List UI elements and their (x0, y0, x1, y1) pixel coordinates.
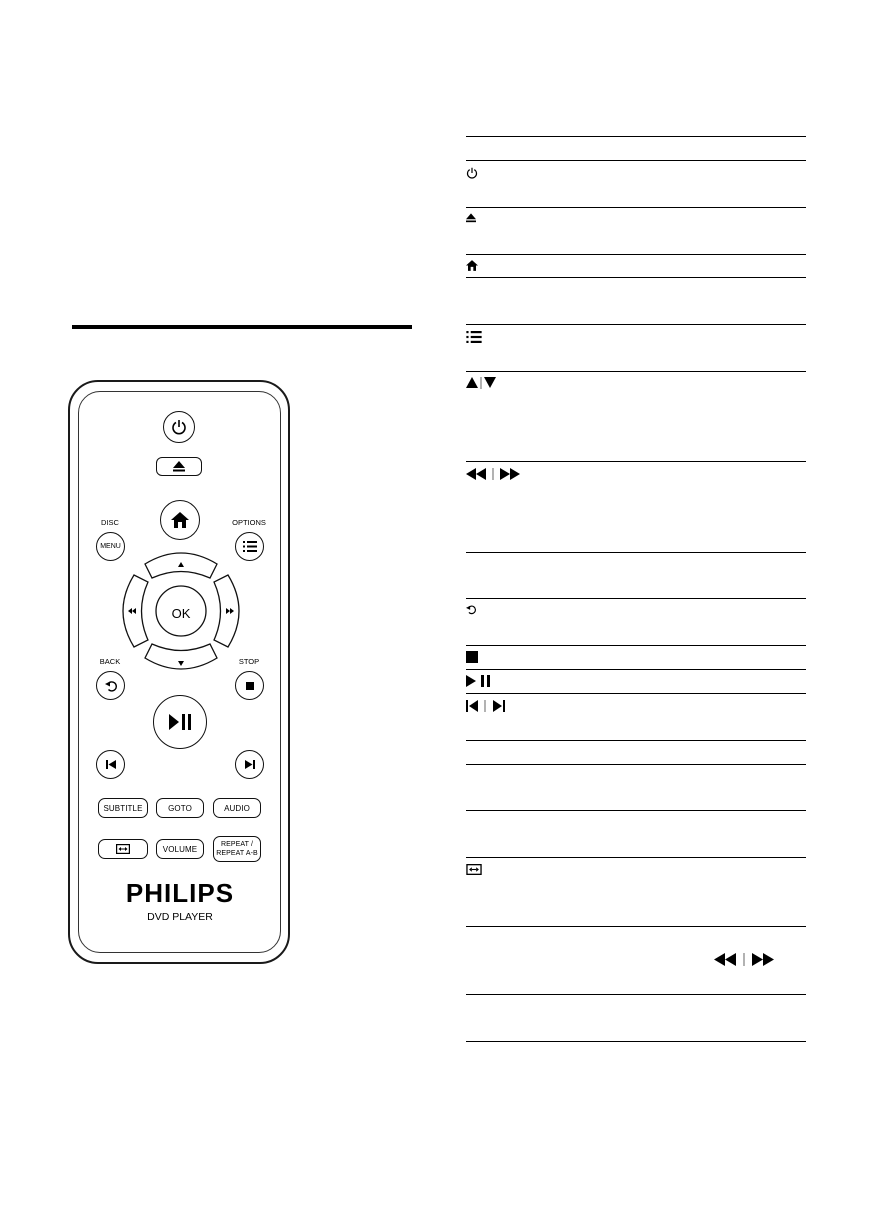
eject-icon (466, 213, 476, 223)
stop-icon (246, 682, 254, 690)
up-down-icon (466, 377, 496, 389)
table-rule (466, 207, 806, 208)
stop-icon (466, 651, 478, 663)
table-rule (466, 693, 806, 694)
rewind-forward-icon (714, 953, 776, 966)
eject-button[interactable] (156, 457, 202, 476)
previous-icon (106, 760, 116, 769)
table-rule (466, 461, 806, 462)
power-icon (466, 167, 478, 179)
home-icon (171, 512, 189, 528)
table-rule (466, 324, 806, 325)
options-icon (243, 541, 257, 552)
repeat-button[interactable] (213, 836, 261, 862)
previous-next-icon (466, 700, 508, 712)
table-rule (466, 810, 806, 811)
power-button[interactable] (163, 411, 195, 443)
table-rule (466, 136, 806, 137)
volume-label: VOLUME (162, 844, 198, 854)
previous-button[interactable] (96, 750, 125, 779)
options-icon (466, 331, 482, 343)
power-icon (171, 419, 187, 435)
table-rule (466, 371, 806, 372)
play-pause-button[interactable] (153, 695, 207, 749)
table-rule (466, 160, 806, 161)
table-rule (466, 857, 806, 858)
back-icon (466, 604, 476, 615)
table-rule (466, 277, 806, 278)
menu-label: MENU (100, 543, 121, 550)
table-rule (466, 740, 806, 741)
zoom-button[interactable] (98, 839, 148, 859)
back-label: BACK (99, 657, 121, 666)
table-rule (466, 254, 806, 255)
table-rule (466, 645, 806, 646)
product-name: DVD PLAYER (147, 911, 213, 923)
eject-icon (173, 461, 185, 472)
next-button[interactable] (235, 750, 264, 779)
table-rule (466, 669, 806, 670)
stop-button[interactable] (235, 671, 264, 700)
goto-label: GOTO (168, 803, 192, 813)
table-rule (466, 552, 806, 553)
section-rule (72, 325, 412, 329)
rewind-forward-icon (466, 468, 524, 480)
home-icon (466, 260, 478, 271)
back-button[interactable] (96, 671, 125, 700)
ok-label: OK (171, 606, 191, 621)
subtitle-button[interactable] (98, 798, 148, 818)
table-rule (466, 1041, 806, 1042)
repeat-label-line2: REPEAT A-B (216, 850, 258, 857)
options-label: OPTIONS (232, 518, 266, 527)
stop-label: STOP (238, 657, 260, 666)
zoom-icon (116, 844, 130, 854)
repeat-label-line1: REPEAT / (220, 841, 254, 848)
brand-logo: PHILIPS (125, 878, 235, 908)
goto-button[interactable] (156, 798, 204, 818)
table-rule (466, 764, 806, 765)
next-icon (245, 760, 255, 769)
table-rule (466, 598, 806, 599)
back-icon (105, 680, 117, 692)
disc-label: DISC (101, 518, 119, 527)
play-pause-icon (169, 714, 191, 730)
volume-button[interactable] (156, 839, 204, 859)
table-rule (466, 994, 806, 995)
table-rule (466, 926, 806, 927)
play-pause-icon (466, 675, 492, 687)
audio-button[interactable] (213, 798, 261, 818)
zoom-icon (466, 864, 482, 875)
audio-label: AUDIO (224, 803, 250, 813)
subtitle-label: SUBTITLE (103, 803, 143, 813)
home-button[interactable] (160, 500, 200, 540)
